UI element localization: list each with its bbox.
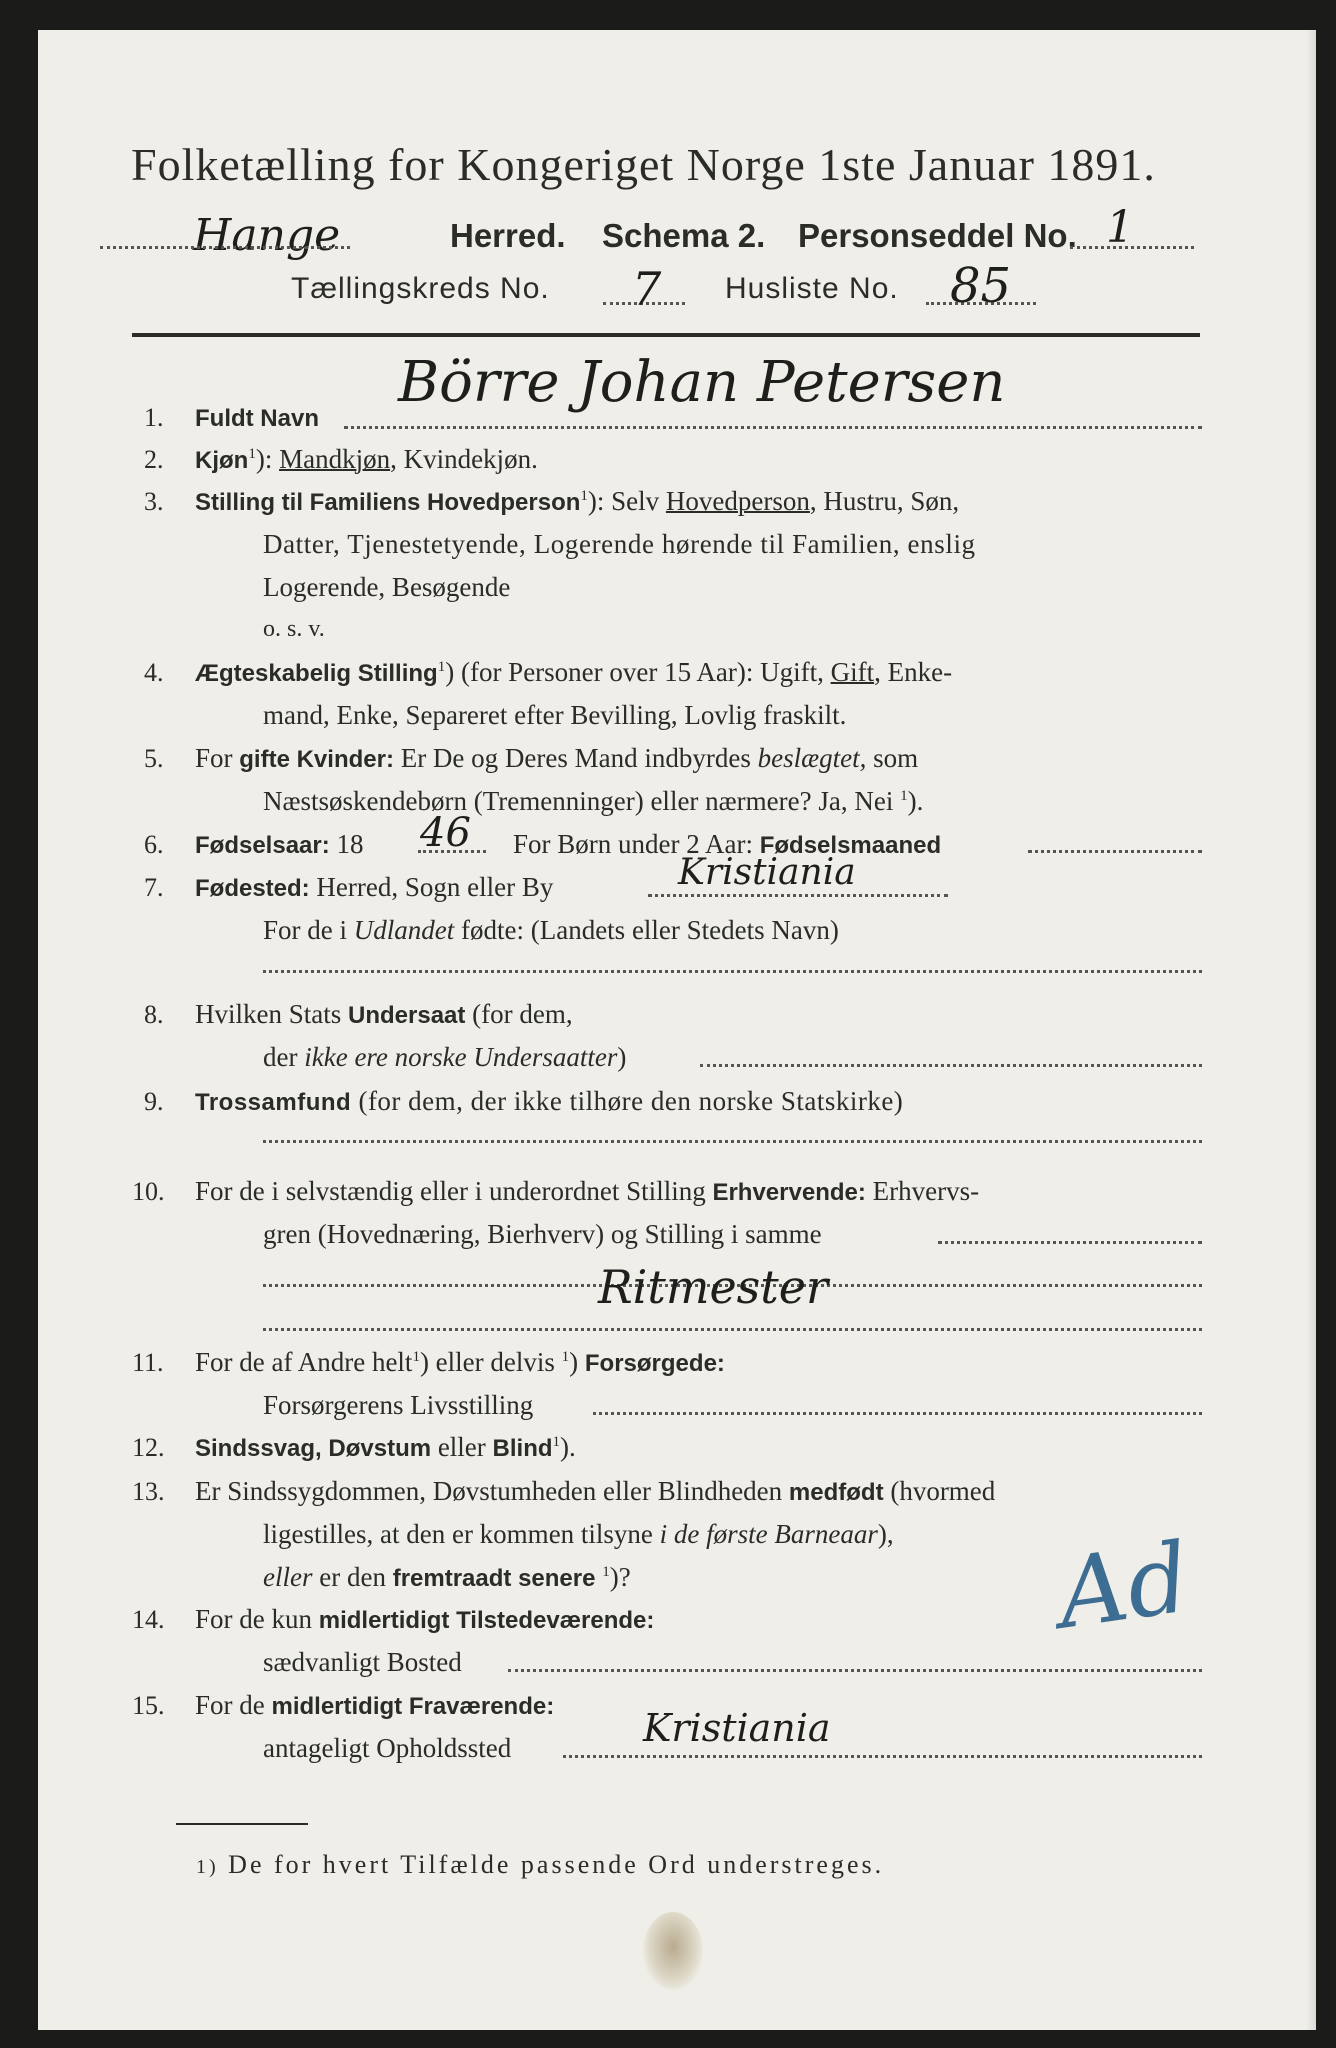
item-1-dotline bbox=[344, 426, 1202, 429]
item-14-line2: sædvanligt Bosted bbox=[263, 1647, 462, 1677]
herred-name-handwritten: Hange bbox=[193, 210, 341, 261]
kreds-no-handwritten: 7 bbox=[632, 262, 662, 316]
item-number: 1. bbox=[144, 403, 164, 432]
form-title: Folketælling for Kongeriget Norge 1ste Januar 1891. bbox=[131, 139, 1156, 190]
item-number: 5. bbox=[144, 744, 164, 773]
item-number: 11. bbox=[132, 1348, 164, 1377]
item-13-line3: eller er den fremtraadt senere $^1$)? bbox=[263, 1562, 631, 1592]
item-15-text: For de midlertidigt Fraværende: bbox=[195, 1690, 555, 1720]
husliste-no-handwritten: 85 bbox=[950, 258, 1012, 314]
census-form bbox=[38, 30, 1316, 2030]
item-1-text: Fuldt Navn bbox=[195, 405, 319, 432]
item-11-text: For de af Andre helt$^1$) eller delvis $^1$) Forsørgede: bbox=[195, 1347, 725, 1377]
item-number: 3. bbox=[144, 487, 164, 516]
full-name-handwritten: Börre Johan Petersen bbox=[398, 350, 1006, 415]
item-10-dotline-c bbox=[263, 1328, 1202, 1331]
item-14-dotline bbox=[508, 1669, 1202, 1672]
item-15-dotline bbox=[563, 1755, 1202, 1758]
item-8-dotline bbox=[700, 1064, 1202, 1067]
margin-annotation-blue: Ad bbox=[1050, 1521, 1196, 1651]
item-number: 14. bbox=[132, 1605, 165, 1634]
item-3-line4: o. s. v. bbox=[263, 616, 325, 642]
item-number: 2. bbox=[144, 445, 164, 474]
header-rule bbox=[132, 333, 1200, 337]
item-number: 7. bbox=[144, 873, 164, 902]
item-number: 10. bbox=[132, 1177, 165, 1206]
item-number: 6. bbox=[144, 830, 164, 859]
footnote: 1) De for hvert Tilfælde passende Ord understreges. bbox=[196, 1850, 885, 1879]
item-6-year-dotline bbox=[418, 850, 486, 853]
occupation-handwritten: Ritmester bbox=[598, 1260, 828, 1314]
item-8-line2: der ikke ere norske Undersaatter) bbox=[263, 1042, 627, 1072]
item-6-dotline bbox=[1028, 850, 1202, 853]
item-3-text: Stilling til Familiens Hovedperson$^1$): Selv Hovedperson, Hustru, Søn, bbox=[195, 486, 960, 516]
item-11-line2: Forsørgerens Livsstilling bbox=[263, 1390, 534, 1420]
item-12-text: Sindssvag, Døvstum eller Blind$^1$). bbox=[195, 1432, 576, 1462]
item-7-text: Fødested: Herred, Sogn eller By bbox=[195, 872, 554, 902]
personseddel-label: Personseddel No. bbox=[798, 217, 1077, 254]
birth-year-handwritten: 46 bbox=[420, 810, 471, 856]
item-number: 8. bbox=[144, 1000, 164, 1029]
herred-dotline bbox=[100, 246, 350, 249]
item-15-line2: antageligt Opholdssted bbox=[263, 1733, 512, 1763]
item-2-text: Kjøn$^1$): Mandkjøn, Kvindekjøn. bbox=[195, 444, 538, 474]
birthplace-handwritten: Kristiania bbox=[678, 852, 856, 893]
item-4-text: Ægteskabelig Stilling$^1$) (for Personer over 15 Aar): Ugift, Gift, Enke- bbox=[195, 657, 953, 687]
item-5-text: For gifte Kvinder: Er De og Deres Mand indbyrdes beslægtet, som bbox=[195, 743, 919, 773]
kreds-label: Tællingskreds No. bbox=[291, 272, 550, 305]
paper-edge-shadow bbox=[1306, 30, 1316, 2030]
item-10-text: For de i selvstændig eller i underordnet Stilling Erhvervende: Erhvervs- bbox=[195, 1176, 980, 1206]
item-10-line2: gren (Hovednæring, Bierhverv) og Stilling i samme bbox=[263, 1219, 822, 1249]
item-10-dotline-a bbox=[938, 1241, 1202, 1244]
item-7-foreign-dotline bbox=[263, 970, 1202, 973]
item-5-line2: Næstsøskendebørn (Tremenninger) eller nærmere? Ja, Nei $^1$). bbox=[263, 786, 924, 816]
item-number: 9. bbox=[144, 1087, 164, 1116]
item-11-dotline bbox=[593, 1412, 1202, 1415]
item-9-dotline bbox=[263, 1140, 1202, 1143]
item-4-line2: mand, Enke, Separeret efter Bevilling, Lovlig fraskilt. bbox=[263, 700, 847, 730]
herred-label: Herred. bbox=[450, 217, 566, 254]
item-3-line2: Datter, Tjenestetyende, Logerende hørende til Familien, enslig bbox=[263, 529, 976, 559]
item-number: 15. bbox=[132, 1691, 165, 1720]
item-13-text: Er Sindssygdommen, Døvstumheden eller Blindheden medfødt (hvormed bbox=[195, 1476, 996, 1506]
item-6-text: Fødselsaar: 18 bbox=[195, 829, 364, 859]
item-6-rest: For Børn under 2 Aar: Fødselsmaaned bbox=[513, 829, 942, 859]
paper-stain bbox=[643, 1912, 703, 1990]
item-number: 12. bbox=[132, 1433, 165, 1462]
item-7-line2: For de i Udlandet fødte: (Landets eller Stedets Navn) bbox=[263, 915, 839, 945]
schema-label: Schema 2. bbox=[602, 217, 766, 254]
footnote-rule bbox=[176, 1823, 308, 1825]
item-7-dotline bbox=[648, 894, 948, 897]
item-number: 13. bbox=[132, 1477, 165, 1506]
item-3-line3: Logerende, Besøgende bbox=[263, 572, 511, 602]
personseddel-no-handwritten: 1 bbox=[1106, 202, 1134, 253]
item-13-line2: ligestilles, at den er kommen tilsyne i de første Barneaar), bbox=[263, 1519, 894, 1549]
item-14-text: For de kun midlertidigt Tilstedeværende: bbox=[195, 1604, 655, 1634]
item-8-text: Hvilken Stats Undersaat (for dem, bbox=[195, 999, 573, 1029]
item-number: 4. bbox=[144, 658, 164, 687]
item-9-text: Trossamfund (for dem, der ikke tilhøre den norske Statskirke) bbox=[195, 1086, 904, 1116]
absent-residence-handwritten: Kristiania bbox=[643, 1706, 831, 1750]
husliste-label: Husliste No. bbox=[725, 272, 899, 305]
